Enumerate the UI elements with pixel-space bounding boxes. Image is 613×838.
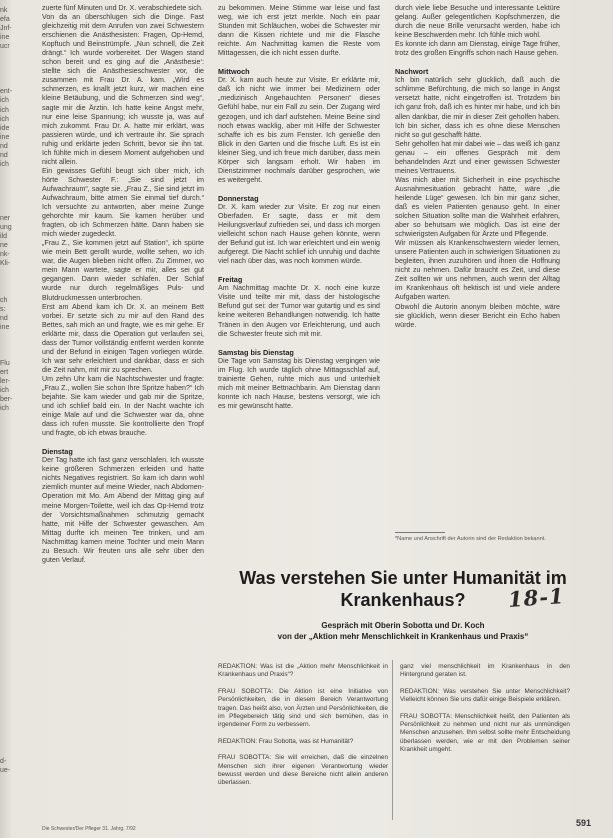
journal-footer: Die Schwester/Der Pfleger 31. Jahrg. 7/92 bbox=[42, 826, 136, 832]
article-column-2 bbox=[218, 4, 380, 410]
left-edge-fragments bbox=[0, 6, 24, 774]
section-heading: Samstag bis Dienstag bbox=[218, 347, 294, 357]
edge-fragment: nd bbox=[0, 142, 8, 150]
edge-fragment: ine bbox=[0, 34, 10, 42]
edge-fragment bbox=[0, 703, 24, 712]
footnote-text: *Name und Anschrift der Autorin sind der Redaktion bekannt. bbox=[395, 536, 546, 542]
interview-paragraph: REDAKTION: Was ist die „Aktion mehr Menschlichkeit in Krankenhaus und Praxis“? bbox=[218, 663, 388, 679]
edge-fragment: nd bbox=[0, 151, 8, 159]
paragraph: Obwohl die Autorin anonym bleiben möchte, wäre sie glücklich, wenn dieser Bericht ein Echo haben würde. bbox=[395, 302, 560, 329]
paragraph: Am Nachmittag machte Dr. X. noch eine kurze Visite und teilte mir mit, dass der histologische Befund gut sei: der Tumor war gutartig und es sind keine weiteren Behandlungen notwendig. Ich hatte Tränen in den Augen vor Erleichterung, und auch die Schwester freute sich mit mir. bbox=[218, 284, 380, 338]
edge-fragment: Kli- bbox=[0, 260, 11, 268]
edge-fragment bbox=[0, 277, 24, 286]
paragraph: „Frau Z., Sie kommen jetzt auf Station“, ich spürte wie mein Bett gerollt wurde, wollte sehen, wo ich war, die Augen blieben nicht offen. Zu Zimmer, wo mein Mann wartete, sagte er mir, alles sei gut gegangen. Dann wieder schlafen. Der Schlaf wurde nur durch regelmäßiges Puls- und Blutdruckmessen unterbrochen. bbox=[42, 239, 204, 302]
paragraph: Der Tag hatte ich fast ganz verschlafen. Ich wusste keine größeren Schmerzen erleiden und hatte nichts Negatives registriert. So kam ich dann wohl ziemlich munter auf meine Wieder, nach Abdomen-Operation mit Mo. Am Abend der Mittag ging auf meine Morgen-Toilette, weil ich das Op-Hemd trotz der Vorsichtsmaßnahmen schmutzig gemacht hatte, mit Hilfe der Schwester gewaschen. Am Mittag durfte ich meinen Tee trinken, und am Nachmittag kamen meine Tochter und mein Mann zu Besuch. Wir freuten uns alle sehr über den guten Verlauf. bbox=[42, 456, 204, 564]
edge-fragment bbox=[0, 685, 24, 694]
interview-headline: Was verstehen Sie unter Humanität im Krankenhaus? bbox=[239, 568, 567, 610]
edge-fragment: ich bbox=[0, 386, 9, 394]
edge-fragment bbox=[0, 558, 24, 567]
footnote-rule bbox=[395, 532, 445, 533]
article-column-3 bbox=[395, 4, 560, 534]
paragraph: Es konnte ich dann am Dienstag, einige Tage früher, trotz des großen Eingriffs schon nach Hause gehen. bbox=[395, 40, 560, 58]
edge-fragment: s: bbox=[0, 305, 6, 313]
edge-fragment bbox=[0, 513, 24, 522]
paragraph: Dr. X. kam wieder zur Visite. Er zog nur einen Oberfaden. Er sagte, dass er mit dem Heilungsverlauf zufrieden sei, und dass ich morgen vielleicht schon nach Hause gehen könnte, wenn der Befund gut ist. Ich war erleichtert und ein wenig aufgeregt. Die Nacht schlief ich unruhig und dachte viel nach über das, was noch kommen würde. bbox=[218, 202, 380, 266]
edge-fragment: Jnf- bbox=[0, 25, 12, 33]
section-heading: Freitag bbox=[218, 275, 243, 285]
edge-fragment bbox=[0, 522, 24, 531]
edge-fragment bbox=[0, 413, 24, 422]
edge-fragment bbox=[0, 639, 24, 648]
edge-fragment bbox=[0, 495, 24, 504]
section-gap bbox=[395, 58, 560, 67]
interview-paragraph: FRAU SOBOTTA: Menschlichkeit heißt, den Patienten als Persönlichkeit zu nehmen und nicht nur als unmündigen Menschen anzusehen. Ihm selbst sollte mehr Entscheidung überlassen werden, wie er mit den Problemen seiner Krankheit umgeht. bbox=[400, 712, 570, 754]
section-gap bbox=[218, 185, 380, 194]
paragraph: zu bekommen. Meine Stimme war leise und fast weg, wie ich erst jetzt merkte. Noch ein paar Stunden mit Schläuchen, wobei die Schwester mir dann die Kissen richtete und mir die Flasche reichte. Am Nachmittag kamen die Reste vom Mittagessen, die ich nicht essen durfte. bbox=[218, 4, 380, 58]
edge-fragment: d- bbox=[0, 757, 7, 765]
edge-fragment: ich bbox=[0, 106, 9, 114]
interview-paragraph: FRAU SOBOTTA: Die Aktion ist eine Initiative von Persönlichkeiten, die in diesem Bereich Verantwortung tragen. Das heißt also, von Ärzten und Persönlichkeiten, die im Pflegebereich tätig sind und sich bemühen, das in irgendeiner Form zu verbessern. bbox=[218, 687, 388, 729]
interview-column-1 bbox=[218, 663, 388, 796]
edge-fragment bbox=[0, 178, 24, 187]
edge-fragment: ide bbox=[0, 124, 10, 132]
edge-fragment bbox=[0, 449, 24, 458]
edge-fragment bbox=[0, 694, 24, 703]
edge-fragment: ich bbox=[0, 160, 9, 168]
edge-fragment bbox=[0, 60, 24, 69]
edge-fragment bbox=[0, 205, 24, 214]
handwritten-mark: 18-1 bbox=[507, 583, 566, 612]
edge-fragment bbox=[0, 78, 24, 87]
edge-fragment: ber- bbox=[0, 396, 13, 404]
author-footnote bbox=[395, 532, 560, 543]
edge-fragment bbox=[0, 341, 24, 350]
edge-fragment bbox=[0, 612, 24, 621]
edge-fragment bbox=[0, 730, 24, 739]
section-heading: Mittwoch bbox=[218, 67, 250, 77]
paragraph: Erst am Abend kam ich Dr. X. an meinem Bett vorbei. Er setzte sich zu mir auf den Rand des Bettes, sah mich an und fragte, wie es mir gehe. Er erklärte mir, dass die Operation gut verlaufen sei, dass der Tumor vollständig entfernt werden konnte und der Befund in einigen Tagen vorliegen würde. Ich war sehr erleichtert und dankbar, dass er sich die Zeit nahm, mit mir zu sprechen. bbox=[42, 302, 204, 374]
edge-fragment bbox=[0, 504, 24, 513]
edge-fragment: ler- bbox=[0, 377, 11, 385]
edge-fragment bbox=[0, 648, 24, 657]
edge-fragment bbox=[0, 549, 24, 558]
section-heading: Nachwort bbox=[395, 67, 429, 77]
edge-fragment: ine bbox=[0, 323, 10, 331]
edge-fragment bbox=[0, 630, 24, 639]
edge-fragment: Flu bbox=[0, 359, 10, 367]
paragraph: durch viele liebe Besuche und interessante Lektüre gelang. Außer gelegentlichen Kopfschmerzen, die durch die neue Brille verursacht werden, habe ich keine Beschwerden mehr. Ich fühle mich wohl. bbox=[395, 4, 560, 40]
edge-fragment bbox=[0, 585, 24, 594]
edge-fragment bbox=[0, 467, 24, 476]
interview-paragraph: FRAU SOBOTTA: Sie will erreichen, daß die einzelnen Menschen sich ihrer eigenen Verantwortung wieder bewusst werden und diese Bereiche nicht allein anderen überlassen. bbox=[218, 754, 388, 787]
edge-fragment: ne bbox=[0, 242, 8, 250]
paragraph: Wir müssen als Krankenschwestern wieder lernen, unsere Patienten auch in schwierigen Situationen zu begleiten, ihnen zuzuhören und ihnen die Hoffnung nicht zu nehmen. Dafür braucht es Zeit, und diese Zeit sollten wir uns nehmen, auch wenn der Alltag im Krankenhaus oft hektisch ist und viele andere Aufgaben warten. bbox=[395, 239, 560, 302]
edge-fragment bbox=[0, 594, 24, 603]
edge-fragment: nk bbox=[0, 7, 8, 14]
edge-fragment bbox=[0, 657, 24, 666]
edge-fragment: ue- bbox=[0, 766, 11, 774]
edge-fragment bbox=[0, 169, 24, 178]
edge-fragment bbox=[0, 531, 24, 540]
section-gap bbox=[42, 438, 204, 447]
edge-fragment bbox=[0, 675, 24, 684]
edge-fragment bbox=[0, 431, 24, 440]
edge-fragment bbox=[0, 422, 24, 431]
edge-fragment: ert bbox=[0, 368, 9, 376]
edge-fragment: ent- bbox=[0, 88, 13, 96]
paragraph: Die Tage von Samstag bis Dienstag vergingen wie im Flug. Ich wurde täglich ohne Mittagsschlaf auf, trainierte Gehen, ruhte mich aus und unterhielt mich mit meiner Bettnachbarin. Am Dienstag dann konnte ich nach Hause, bestens versorgt, wie ich es mir gewünscht hatte. bbox=[218, 356, 380, 410]
column-divider bbox=[392, 660, 393, 820]
page-number: 591 bbox=[576, 818, 592, 828]
edge-fragment: nk- bbox=[0, 251, 10, 259]
edge-fragment bbox=[0, 485, 24, 494]
edge-fragment bbox=[0, 712, 24, 721]
section-gap bbox=[218, 266, 380, 275]
interview-paragraph: ganz viel menschlichkeit im Krankenhaus in den Hintergrund geraten ist. bbox=[400, 663, 570, 679]
paragraph: Ein gewisses Gefühl beugt sich über mich, ich hörte Schwester F.: „Sie sind jetzt im Aufwachraum“, sagte sie. „Frau Z., Sie sind jetzt im Aufwachraum, bitte atmen Sie einmal tief durch.“ Ich versuchte zu antworten, aber meine Zunge gehorchte mir kaum. Sie kamen herüber und fragten, ob ich Schmerzen hätte. Dann haben sie mich wieder zugedeckt. bbox=[42, 166, 204, 239]
edge-fragment: ung bbox=[0, 224, 12, 232]
edge-fragment bbox=[0, 440, 24, 449]
paragraph: Dr. X. kam auch heute zur Visite. Er erklärte mir, daß ich nicht wie immer bei Medizinern oder „medizinisch Angehauchten Personen“ dieses Gefühl habe, nur ein Fall zu sein. Der Zugang wird gezogen, und ich darf aufstehen. Meine Beine sind noch etwas wacklig, aber mit Hilfe der Schwester schaffe ich es bis zum Fenster. Ich genieße den Blick in den Garten und die frische Luft. Es ist ein kleiner Sieg, und ich freue mich darüber, dass mein Körper sich langsam erholt. Wir haben im Dienstzimmer nochmals darüber gesprochen, wie es weitergeht. bbox=[218, 76, 380, 184]
edge-fragment: ine bbox=[0, 133, 10, 141]
edge-fragment bbox=[0, 196, 24, 205]
paragraph: zuerte fünf Minuten und Dr. X. verabschiedete sich. bbox=[42, 4, 203, 12]
edge-fragment bbox=[0, 748, 24, 757]
edge-fragment bbox=[0, 458, 24, 467]
edge-fragment: ild bbox=[0, 233, 8, 241]
article-column-1 bbox=[42, 4, 204, 820]
edge-fragment: efa bbox=[0, 16, 10, 24]
paragraph: Sehr geholfen hat mir dabei wie – das weiß ich ganz genau – ein offenes Gespräch mit dem behandelnden Arzt und einer gewissen Schwester meines Vertrauens. bbox=[395, 139, 560, 175]
edge-fragment: ich bbox=[0, 405, 9, 413]
edge-fragment bbox=[0, 187, 24, 196]
section-heading: Donnerstag bbox=[218, 193, 259, 203]
interview-paragraph: REDAKTION: Frau Sobotta, was ist Humanität? bbox=[218, 737, 354, 745]
subheading-line-2: von der „Aktion mehr Menschlichkeit in Krankenhaus und Praxis“ bbox=[277, 632, 529, 641]
edge-fragment bbox=[0, 666, 24, 675]
edge-fragment bbox=[0, 69, 24, 78]
edge-fragment bbox=[0, 621, 24, 630]
edge-fragment bbox=[0, 350, 24, 359]
paragraph: Was mich aber mit Sicherheit in eine psychische Ausnahmesituation gebracht hätte, wäre „die heilende Lüge“ gewesen. Ich bin mir ganz sicher, daß es vielen Patienten genauso geht. In einer solchen Situation sollte man die Wahrheit erfahren, aber so behutsam wie möglich. Das ist eine der schwierigsten Aufgaben für Ärzte und Pflegende. bbox=[395, 175, 560, 239]
edge-fragment bbox=[0, 540, 24, 549]
interview-subheading bbox=[218, 620, 588, 642]
paragraph: Ich bin natürlich sehr glücklich, daß auch die schlimme Befürchtung, die mich so lange in Angst versetzt hatte, nicht eingetroffen ist. Trotzdem bin ich ganz froh, daß ich es hinter mir habe, und ich bin allen dankbar, die mir in dieser Zeit geholfen haben. Ich bin sicher, dass ich es ohne diese Menschen nicht so gut geschafft hätte. bbox=[395, 76, 560, 139]
edge-fragment bbox=[0, 286, 24, 295]
edge-fragment bbox=[0, 603, 24, 612]
paragraph: Um zehn Uhr kam die Nachtschwester und fragte: „Frau Z., wollen Sie schon Ihre Spritze haben?“ Ich bejahte. Sie kam wieder und gab mir die Spritze, und ich schlief bald ein. In der Nacht wachte ich einige Male auf und die Schwester war da, ohne dass ich rufen musste. Sie kontrollierte den Tropf und fragte, ob ich etwas brauche. bbox=[42, 374, 204, 438]
subheading-line-1: Gespräch mit Oberin Sobotta und Dr. Koch bbox=[321, 621, 485, 630]
edge-fragment bbox=[0, 576, 24, 585]
edge-fragment: ich bbox=[0, 97, 9, 105]
edge-fragment bbox=[0, 332, 24, 341]
edge-fragment bbox=[0, 476, 24, 485]
section-gap bbox=[218, 58, 380, 67]
edge-fragment: nd bbox=[0, 314, 8, 322]
edge-fragment bbox=[0, 268, 24, 277]
edge-fragment bbox=[0, 567, 24, 576]
interview-paragraph: REDAKTION: Was verstehen Sie unter Menschlichkeit? Vielleicht können Sie uns dafür einige Beispiele erklären. bbox=[400, 687, 570, 704]
edge-fragment bbox=[0, 721, 24, 730]
paragraph: Von da an überschlugen sich die Dinge. Fast gleichzeitig mit dem Anrufen von zwei Schwestern erschienen die Anästhesisten: Fragen, Op-Hemd, Kopftuch und Beinstrümpfe. „Nun schnell, die Zeit drängt.“ Ich wurde vorbereitet. Der Wagen stand schon bereit und es ging auf die ‚Anästhesie‘: stellte sich die Anästhesieschwester vor, die zusammen mit Frau Dr. A. kam. „Wird es schmerzen, es knallt jetzt kurz, wir machen eine kleine Betäubung, und die Schmerzen sind weg“, sagte mir die Ärztin. Ich hatte keine Angst mehr, nur eine leise Spannung; ich wusste ja, was auf mich zukommt. Frau Dr. A. hatte mir erklärt, was passieren würde, und ich vertraute ihr. Sie sprach ruhig und erklärte jeden Schritt, bevor sie ihn tat. Ich fühlte mich in diesem Moment aufgehoben und nicht allein. bbox=[42, 13, 204, 166]
edge-fragment: ch bbox=[0, 296, 8, 304]
edge-fragment: ucr bbox=[0, 43, 10, 51]
section-heading: Dienstag bbox=[42, 447, 73, 457]
edge-fragment bbox=[0, 739, 24, 748]
edge-fragment: ner bbox=[0, 215, 11, 223]
interview-column-2 bbox=[400, 663, 570, 763]
edge-fragment bbox=[0, 51, 24, 60]
section-gap bbox=[218, 339, 380, 348]
edge-fragment: ich bbox=[0, 115, 9, 123]
